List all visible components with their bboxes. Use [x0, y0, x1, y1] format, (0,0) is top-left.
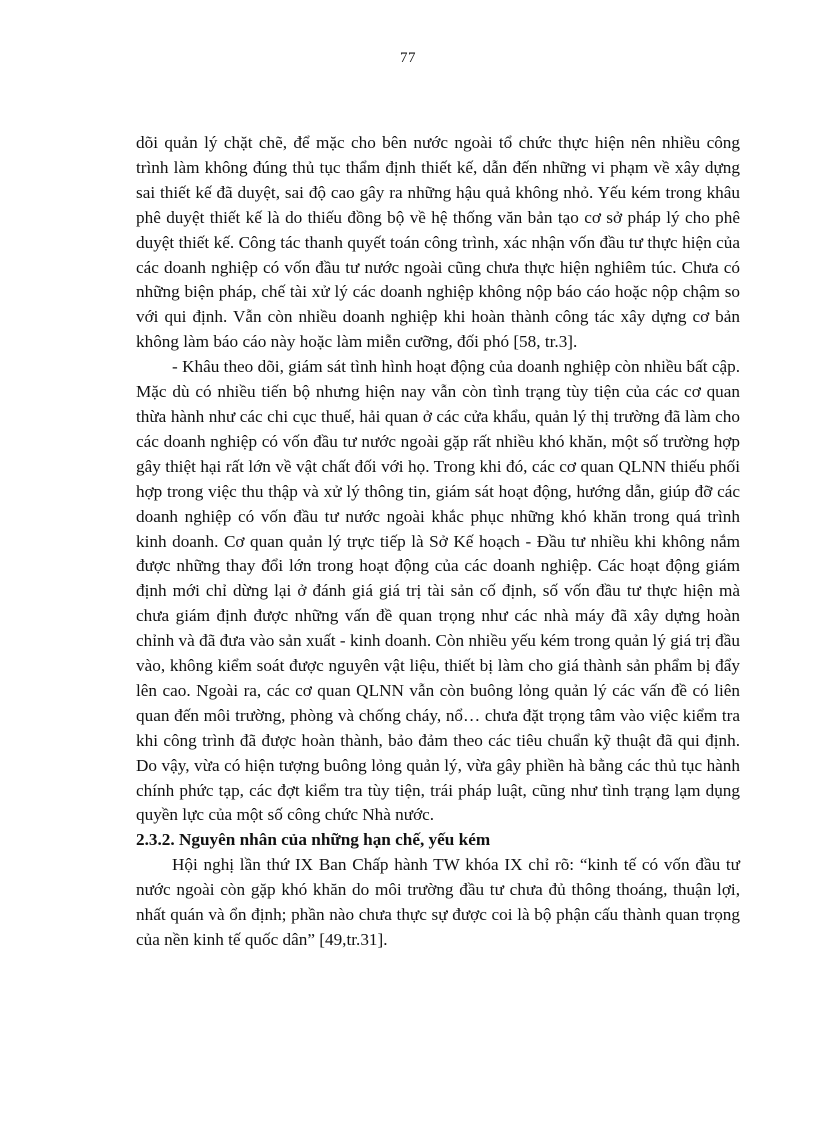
page-number: 77	[400, 50, 416, 66]
paragraph-causes: Hội nghị lần thứ IX Ban Chấp hành TW khóa IX chỉ rõ: “kinh tế có vốn đầu tư nước ngoài còn gặp khó khăn do môi trường đầu tư chưa đủ thông thoáng, thuận lợi, nhất quán và ổn định; phần nào chưa thực sự được coi là bộ phận cấu thành quan trọng của nền kinh tế quốc dân” [49,tr.31].	[136, 855, 740, 949]
body-text	[136, 131, 740, 953]
section-heading: 2.3.2. Nguyên nhân của những hạn chế, yếu kém	[136, 830, 491, 850]
paragraph-monitoring: - Khâu theo dõi, giám sát tình hình hoạt động của doanh nghiệp còn nhiều bất cập. Mặc dù có nhiều tiến bộ nhưng hiện nay vẫn còn tình trạng tùy tiện của các cơ quan thừa hành như các chi cục thuế, hải quan ở các cửa khẩu, quản lý thị trường đã làm cho các doanh nghiệp có vốn đầu tư nước ngoài gặp rất nhiều khó khăn, một số trường hợp gây thiệt hại rất lớn về vật chất đối với họ. Trong khi đó, các cơ quan QLNN thiếu phối hợp trong việc thu thập và xử lý thông tin, giám sát hoạt động, hướng dẫn, giúp đỡ các doanh nghiệp có vốn đầu tư nước ngoài khắc phục những khó khăn trong quá trình kinh doanh. Cơ quan quản lý trực tiếp là Sở Kế hoạch - Đầu tư nhiều khi không nắm được những thay đổi lớn trong hoạt động của các doanh nghiệp. Các hoạt động giám định mới chỉ dừng lại ở đánh giá giá trị tài sản cố định, số vốn đầu tư thực hiện mà chưa giám định được những vấn đề quan trọng như các nhà máy đã xây dựng hoàn chỉnh và đã đưa vào sản xuất - kinh doanh. Còn nhiều yếu kém trong quản lý giá trị đầu vào, không kiểm soát được nguyên vật liệu, thiết bị làm cho giá thành sản phẩm bị đẩy lên cao. Ngoài ra, các cơ quan QLNN vẫn còn buông lỏng quản lý các vấn đề có liên quan đến môi trường, phòng và chống cháy, nổ… chưa đặt trọng tâm vào việc kiểm tra khi công trình đã được hoàn thành, bảo đảm theo các tiêu chuẩn kỹ thuật đã qui định. Do vậy, vừa có hiện tượng buông lỏng quản lý, vừa gây phiền hà bằng các thủ tục hành chính phức tạp, các đợt kiểm tra tùy tiện, trái pháp luật, cũng như tình trạng lạm dụng quyền lực của một số công chức Nhà nước.	[136, 357, 740, 825]
paragraph-continued: dõi quản lý chặt chẽ, để mặc cho bên nước ngoài tổ chức thực hiện nên nhiều công trình làm không đúng thủ tục thẩm định thiết kế, dẫn đến những vi phạm về xây dựng sai thiết kế đã duyệt, sai độ cao gây ra những hậu quả không nhỏ. Yếu kém trong khâu phê duyệt thiết kế là do thiếu đồng bộ về hệ thống văn bản tạo cơ sở pháp lý cho phê duyệt thiết kế. Công tác thanh quyết toán công trình, xác nhận vốn đầu tư thực hiện của các doanh nghiệp có vốn đầu tư nước ngoài cũng chưa thực hiện nghiêm túc. Chưa có những biện pháp, chế tài xử lý các doanh nghiệp không nộp báo cáo hoặc nộp chậm so với qui định. Vẫn còn nhiều doanh nghiệp khi hoàn thành công tác xây dựng cơ bản không làm báo cáo này hoặc làm miễn cưỡng, đối phó [58, tr.3].	[136, 133, 740, 352]
